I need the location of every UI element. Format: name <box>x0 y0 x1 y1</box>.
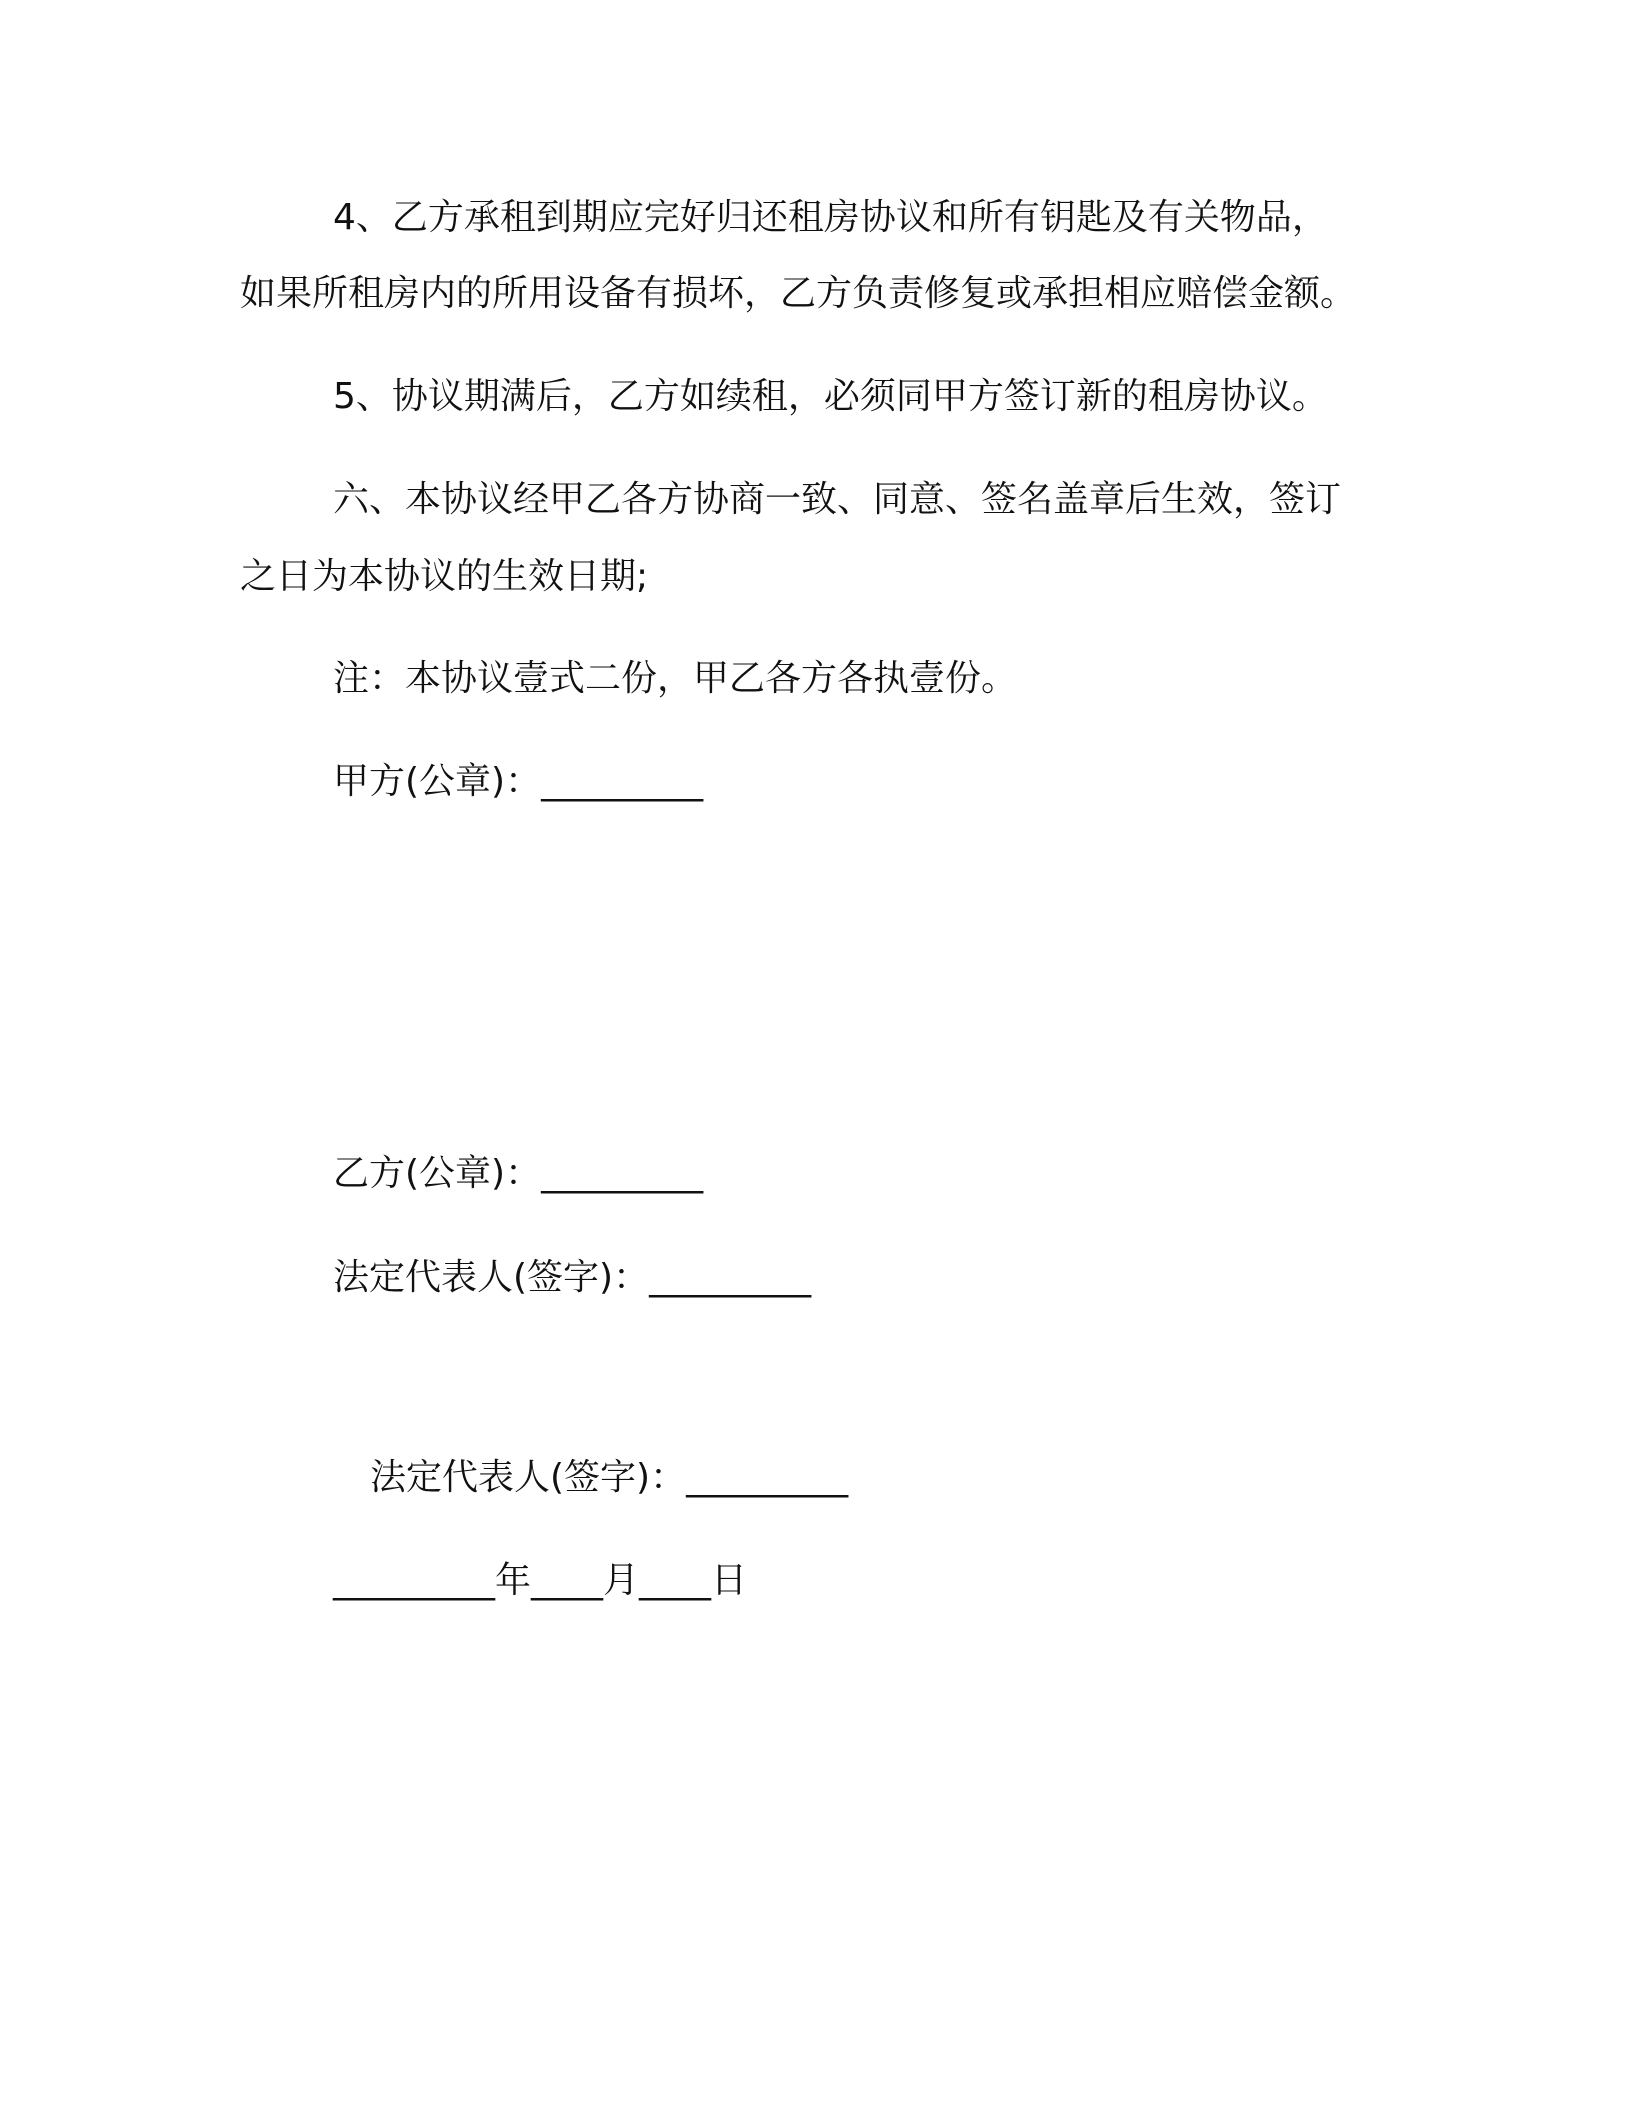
clause-4-line-2: 如果所租房内的所用设备有损坏，乙方负责修复或承担相应赔偿金额。 <box>240 273 1357 314</box>
clause-4-line-1: 4、乙方承租到期应完好归还租房协议和所有钥匙及有关物品， <box>333 197 1328 238</box>
note-line: 注：本协议壹式二份，甲乙各方各执壹份。 <box>333 658 1018 699</box>
clause-6-line-1: 六、本协议经甲乙各方协商一致、同意、签名盖章后生效，签订 <box>333 479 1342 520</box>
clause-6-line-2: 之日为本协议的生效日期; <box>240 556 649 597</box>
party-a-seal-line: 甲方(公章)：_________ <box>333 761 704 802</box>
clause-5-line-1: 5、协议期满后，乙方如续租，必须同甲方签订新的租房协议。 <box>333 376 1328 417</box>
party-b-seal-line: 乙方(公章)：_________ <box>333 1153 704 1194</box>
legal-representative-signature-line-2: 法定代表人(签字)：_________ <box>370 1457 849 1498</box>
legal-representative-signature-line-1: 法定代表人(签字)：_________ <box>333 1257 812 1298</box>
date-line: _________年____月____日 <box>333 1560 747 1601</box>
